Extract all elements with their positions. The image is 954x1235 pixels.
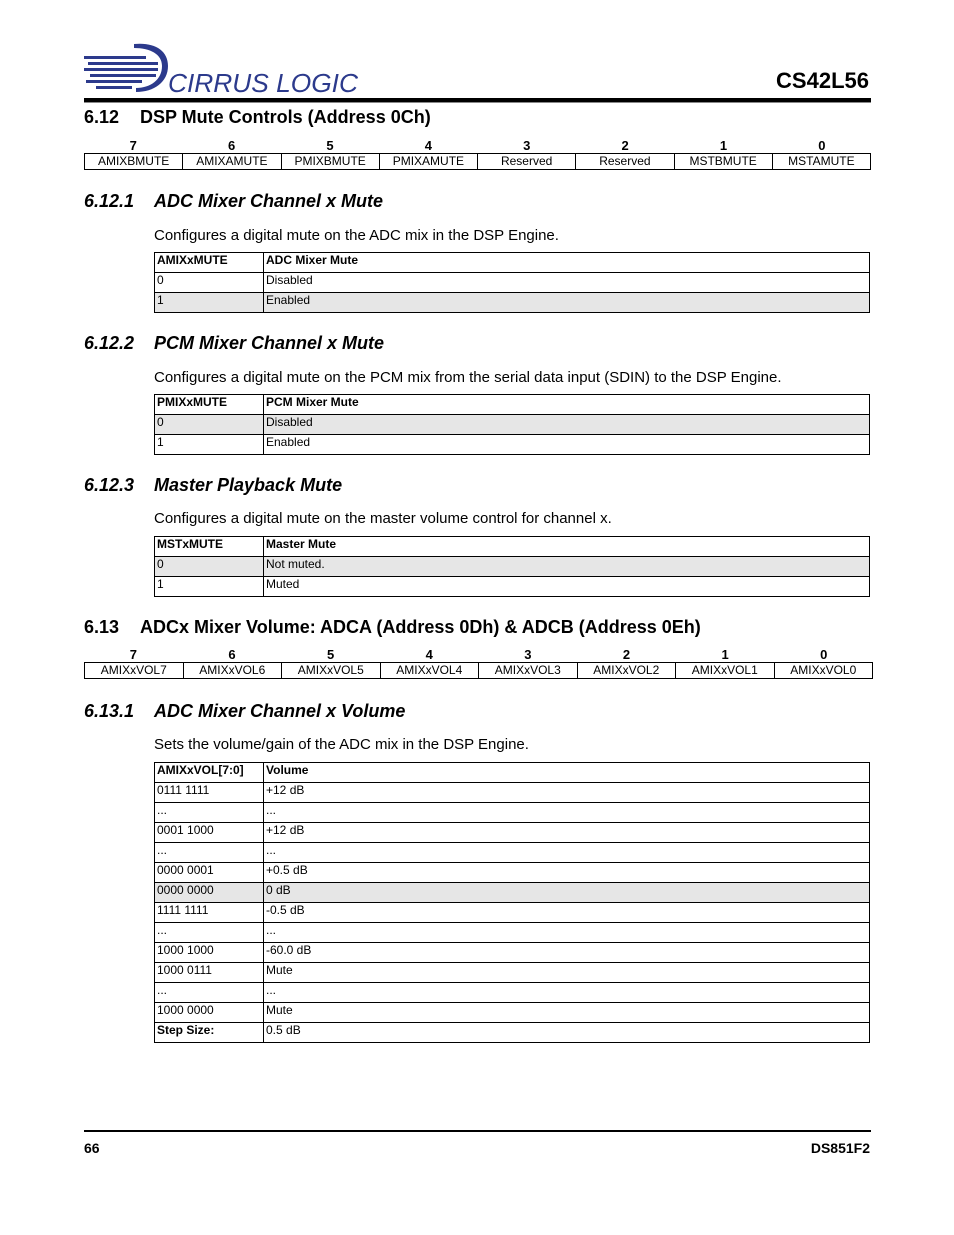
amixxvol-table: [154, 762, 870, 1043]
section-6-12-heading: [84, 107, 431, 128]
section-number: 6.12.1: [84, 191, 135, 211]
section-number: 6.12.3: [84, 475, 135, 495]
column-header: Volume: [264, 763, 870, 783]
bit-number: 0: [818, 138, 826, 153]
section-number: 6.12: [84, 107, 120, 127]
amixxmute-table: [154, 252, 870, 313]
column-header: ADC Mixer Mute: [264, 253, 870, 273]
bit-number-row: [84, 647, 873, 662]
bit-field: AMIXxVOL5: [281, 663, 380, 678]
table-cell: 1000 1000: [155, 943, 264, 963]
table-cell: 0001 1000: [155, 823, 264, 843]
table-cell: +12 dB: [264, 823, 870, 843]
bit-number: 2: [621, 138, 629, 153]
register-map-0ch: [84, 138, 871, 170]
bit-number: 4: [425, 647, 433, 662]
table-cell: 0 dB: [264, 883, 870, 903]
table-cell: Mute: [264, 1003, 870, 1023]
table-row: [155, 843, 870, 863]
bit-number-row: [84, 138, 871, 153]
register-map-0dh-0eh: [84, 647, 873, 679]
table-header-row: [155, 763, 870, 783]
bit-field: AMIXxVOL0: [774, 663, 873, 678]
column-header: Master Mute: [264, 537, 870, 557]
bit-number: 3: [523, 138, 531, 153]
section-number: 6.12.2: [84, 333, 135, 353]
table-cell: Enabled: [264, 293, 870, 313]
table-row: [155, 943, 870, 963]
section-6-13-1-heading: [84, 701, 405, 722]
section-description: Configures a digital mute on the ADC mix in the DSP Engine.: [154, 227, 559, 244]
table-row: [155, 557, 870, 577]
table-cell: +0.5 dB: [264, 863, 870, 883]
bit-field: AMIXxVOL1: [675, 663, 774, 678]
section-title: PCM Mixer Channel x Mute: [154, 333, 385, 353]
section-title: ADC Mixer Channel x Volume: [154, 701, 406, 721]
bit-field-row: [84, 662, 873, 679]
bit-field: AMIXAMUTE: [182, 154, 280, 169]
bit-field: AMIXxVOL4: [380, 663, 479, 678]
bit-field: PMIXAMUTE: [379, 154, 477, 169]
section-number: 6.13.1: [84, 701, 135, 721]
table-header-row: [155, 537, 870, 557]
column-header: PMIXxMUTE: [155, 395, 264, 415]
header-rule: [84, 98, 871, 103]
bit-field: PMIXBMUTE: [281, 154, 379, 169]
column-header: AMIXxMUTE: [155, 253, 264, 273]
bit-field: MSTAMUTE: [772, 154, 870, 169]
company-name: CIRRUS LOGIC: [168, 68, 359, 98]
page-number: 66: [84, 1140, 100, 1156]
bit-number: 3: [524, 647, 532, 662]
pmixxmute-table: [154, 394, 870, 455]
section-6-12-3-heading: [84, 475, 342, 496]
table-row: [155, 923, 870, 943]
table-cell: ...: [155, 923, 264, 943]
table-row: [155, 823, 870, 843]
bit-number: 6: [228, 647, 236, 662]
table-cell: Step Size:: [155, 1023, 264, 1043]
table-header-row: [155, 395, 870, 415]
table-row: [155, 577, 870, 597]
table-cell: ...: [264, 843, 870, 863]
table-cell: Disabled: [264, 273, 870, 293]
bit-number: 6: [227, 138, 236, 153]
table-cell: Mute: [264, 963, 870, 983]
bit-field: Reserved: [477, 154, 575, 169]
table-cell: Disabled: [264, 415, 870, 435]
section-number: 6.13: [84, 617, 120, 637]
footer-rule: [84, 1130, 871, 1132]
bit-number: 4: [424, 138, 432, 153]
table-cell: 1: [155, 293, 264, 313]
section-title: Master Playback Mute: [154, 475, 343, 495]
section-description: Configures a digital mute on the PCM mix from the serial data input (SDIN) to the DSP Engine.: [154, 369, 782, 386]
section-title: DSP Mute Controls (Address 0Ch): [140, 107, 431, 127]
table-row: [155, 1023, 870, 1043]
bit-field: Reserved: [575, 154, 673, 169]
section-description: Sets the volume/gain of the ADC mix in the DSP Engine.: [154, 736, 529, 753]
table-cell: 1: [155, 577, 264, 597]
section-title: ADC Mixer Channel x Mute: [154, 191, 384, 211]
table-cell: ...: [155, 843, 264, 863]
table-cell: ...: [264, 803, 870, 823]
table-row: [155, 983, 870, 1003]
bit-number: 1: [719, 138, 728, 153]
bit-field: AMIXBMUTE: [97, 154, 170, 168]
bit-field: AMIXxVOL2: [577, 663, 676, 678]
table-cell: ...: [155, 803, 264, 823]
section-6-12-1-heading: [84, 191, 383, 212]
table-row: [155, 863, 870, 883]
section-6-13-heading: [84, 617, 701, 638]
table-cell: 0.5 dB: [264, 1023, 870, 1043]
column-header: AMIXxVOL[7:0]: [155, 763, 264, 783]
column-header: PCM Mixer Mute: [264, 395, 870, 415]
table-cell: -60.0 dB: [264, 943, 870, 963]
table-cell: 0000 0001: [155, 863, 264, 883]
bit-number: 7: [129, 138, 137, 153]
table-cell: ...: [264, 923, 870, 943]
cirrus-logic-logo: [84, 42, 384, 98]
table-cell: ...: [264, 983, 870, 1003]
bit-number: 7: [129, 647, 137, 662]
table-row: [155, 273, 870, 293]
table-cell: +12 dB: [264, 783, 870, 803]
bit-number: 5: [326, 647, 335, 662]
table-cell: 1000 0000: [155, 1003, 264, 1023]
mstxmute-table: [154, 536, 870, 597]
table-cell: 1: [155, 435, 264, 455]
table-cell: 1111 1111: [155, 903, 264, 923]
bit-number: 0: [820, 647, 828, 662]
table-row: [155, 783, 870, 803]
table-row: [155, 903, 870, 923]
bit-number: 5: [326, 138, 334, 153]
table-cell: 0000 0000: [155, 883, 264, 903]
table-cell: 0: [155, 557, 264, 577]
bit-number: 1: [721, 647, 729, 662]
bit-field-row: [84, 153, 871, 170]
table-row: [155, 803, 870, 823]
table-row: [155, 435, 870, 455]
bit-field: AMIXxVOL7: [100, 663, 167, 677]
table-row: [155, 883, 870, 903]
column-header: MSTxMUTE: [155, 537, 264, 557]
section-description: Configures a digital mute on the master volume control for channel x.: [154, 510, 612, 527]
table-cell: 0: [155, 415, 264, 435]
table-cell: ...: [155, 983, 264, 1003]
section-6-12-2-heading: [84, 333, 384, 354]
bit-number: 2: [622, 647, 631, 662]
table-cell: 1000 0111: [155, 963, 264, 983]
table-row: [155, 415, 870, 435]
table-cell: Enabled: [264, 435, 870, 455]
bit-field: MSTBMUTE: [674, 154, 772, 169]
table-cell: 0: [155, 273, 264, 293]
table-row: [155, 963, 870, 983]
table-cell: Not muted.: [264, 557, 870, 577]
table-header-row: [155, 253, 870, 273]
table-cell: 0111 1111: [155, 783, 264, 803]
table-row: [155, 293, 870, 313]
bit-field: AMIXxVOL3: [478, 663, 577, 678]
table-cell: -0.5 dB: [264, 903, 870, 923]
section-title: ADCx Mixer Volume: ADCA (Address 0Dh) & ADCB (Address 0Eh): [140, 617, 701, 637]
table-row: [155, 1003, 870, 1023]
bit-field: AMIXxVOL6: [183, 663, 282, 678]
document-id: DS851F2: [810, 1140, 870, 1156]
table-cell: Muted: [264, 577, 870, 597]
part-number: CS42L56: [776, 68, 869, 93]
